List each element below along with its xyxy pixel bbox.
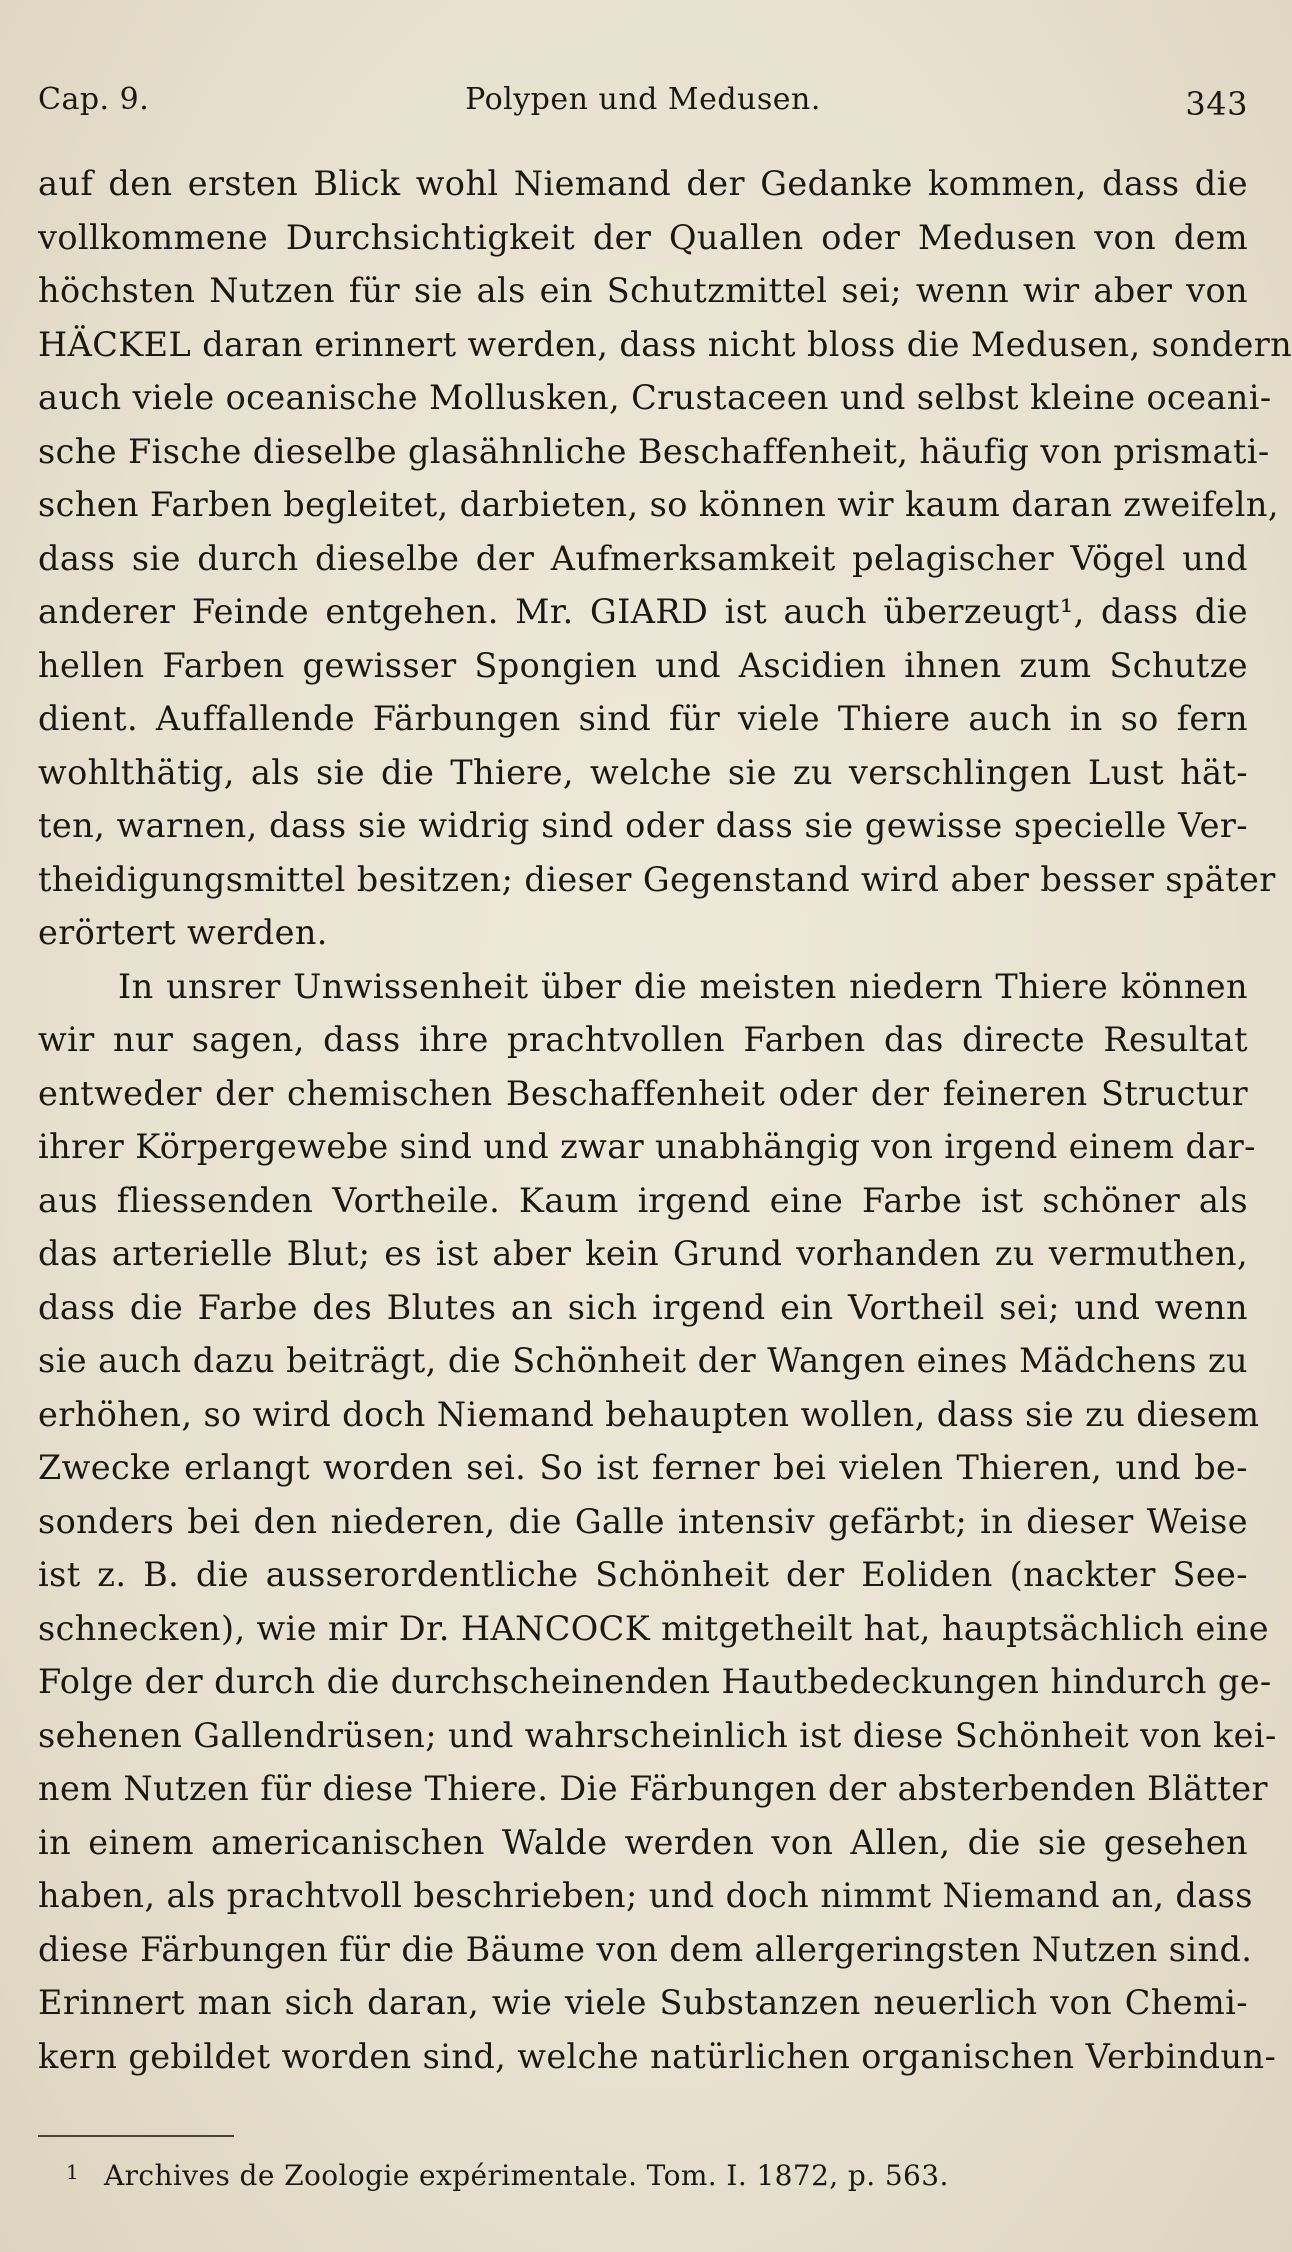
footnote: [66, 2156, 949, 2196]
text-line: dass die Farbe des Blutes an sich irgend ein Vortheil sei; und wenn: [38, 1287, 1248, 1327]
text-line: sehenen Gallendrüsen; und wahrscheinlich ist diese Schönheit von kei-: [38, 1715, 1277, 1755]
footnote-divider: [38, 2135, 234, 2137]
chapter-label: Cap. 9.: [38, 82, 150, 117]
text-line: ten, warnen, dass sie widrig sind oder dass sie gewisse specielle Ver-: [38, 806, 1248, 845]
text-line: kern gebildet worden sind, welche natürlichen organischen Verbindun-: [38, 2036, 1277, 2076]
text-line: auch viele oceanische Mollusken, Crustaceen und selbst kleine oceani-: [38, 378, 1272, 417]
footnote-text: Archives de Zoologie expérimentale. Tom. I. 1872, p. 563.: [104, 2159, 949, 2192]
text-line: aus fliessenden Vortheile. Kaum irgend eine Farbe ist schöner als: [38, 1180, 1248, 1220]
paragraph: [38, 157, 1292, 960]
text-line: Zwecke erlangt worden sei. So ist ferner bei vielen Thieren, und be-: [38, 1448, 1248, 1487]
text-line: wir nur sagen, dass ihre prachtvollen Farben das directe Resultat: [38, 1020, 1248, 1059]
text-line: das arterielle Blut; es ist aber kein Grund vorhanden zu vermuthen,: [38, 1234, 1248, 1273]
text-line: ihrer Körpergewebe sind und zwar unabhängig von irgend einem dar-: [38, 1127, 1256, 1166]
text-line: schen Farben begleitet, darbieten, so können wir kaum daran zweifeln,: [38, 485, 1279, 524]
text-line: ist z. B. die ausserordentliche Schönheit der Eoliden (nackter See-: [38, 1555, 1248, 1594]
text-line: sche Fische dieselbe glasähnliche Beschaffenheit, häufig von prismati-: [38, 431, 1270, 471]
text-line: sonders bei den niederen, die Galle intensiv gefärbt; in dieser Weise: [38, 1501, 1248, 1541]
text-line: haben, als prachtvoll beschrieben; und doch nimmt Niemand an, dass: [38, 1876, 1253, 1915]
text-line: hellen Farben gewisser Spongien und Ascidien ihnen zum Schutze: [38, 645, 1248, 685]
text-line: vollkommene Durchsichtigkeit der Quallen oder Medusen von dem: [38, 217, 1248, 257]
text-line: in einem americanischen Walde werden von Allen, die sie gesehen: [38, 1822, 1248, 1862]
text-line: auf den ersten Blick wohl Niemand der Gedanke kommen, dass die: [38, 164, 1248, 203]
page-number: 343: [1185, 85, 1248, 123]
text-line: anderer Feinde entgehen. Mr. GIARD ist auch überzeugt¹, dass die: [38, 592, 1248, 631]
text-line: diese Färbungen für die Bäume von dem allergeringsten Nutzen sind.: [38, 1929, 1253, 1969]
text-line: dient. Auffallende Färbungen sind für viele Thiere auch in so fern: [38, 699, 1248, 738]
text-line: In unsrer Unwissenheit über die meisten niedern Thiere können: [118, 966, 1248, 1006]
text-line: HÄCKEL daran erinnert werden, dass nicht bloss die Medusen, sondern: [38, 324, 1292, 364]
body-text: [38, 157, 1292, 2083]
text-line: höchsten Nutzen für sie als ein Schutzmittel sei; wenn wir aber von: [38, 271, 1248, 310]
text-line: schnecken), wie mir Dr. HANCOCK mitgetheilt hat, hauptsächlich eine: [38, 1608, 1269, 1648]
text-line: entweder der chemischen Beschaffenheit oder der feineren Structur: [38, 1073, 1248, 1113]
text-line: theidigungsmittel besitzen; dieser Gegenstand wird aber besser später: [38, 859, 1276, 899]
text-line: erörtert werden.: [38, 913, 328, 952]
text-line: dass sie durch dieselbe der Aufmerksamkeit pelagischer Vögel und: [38, 538, 1248, 578]
paragraph: [38, 960, 1277, 2084]
text-line: Folge der durch die durchscheinenden Hautbedeckungen hindurch ge-: [38, 1662, 1272, 1701]
running-head: [38, 78, 1248, 122]
text-line: sie auch dazu beiträgt, die Schönheit der Wangen eines Mädchens zu: [38, 1341, 1248, 1380]
text-line: Erinnert man sich daran, wie viele Substanzen neuerlich von Chemi-: [38, 1983, 1248, 2022]
footnote-marker: 1: [66, 2160, 80, 2184]
text-line: nem Nutzen für diese Thiere. Die Färbungen der absterbenden Blätter: [38, 1769, 1268, 1808]
text-line: wohlthätig, als sie die Thiere, welche sie zu verschlingen Lust hät-: [38, 752, 1248, 792]
text-line: erhöhen, so wird doch Niemand behaupten wollen, dass sie zu diesem: [38, 1394, 1260, 1434]
running-title: Polypen und Medusen.: [465, 82, 821, 117]
